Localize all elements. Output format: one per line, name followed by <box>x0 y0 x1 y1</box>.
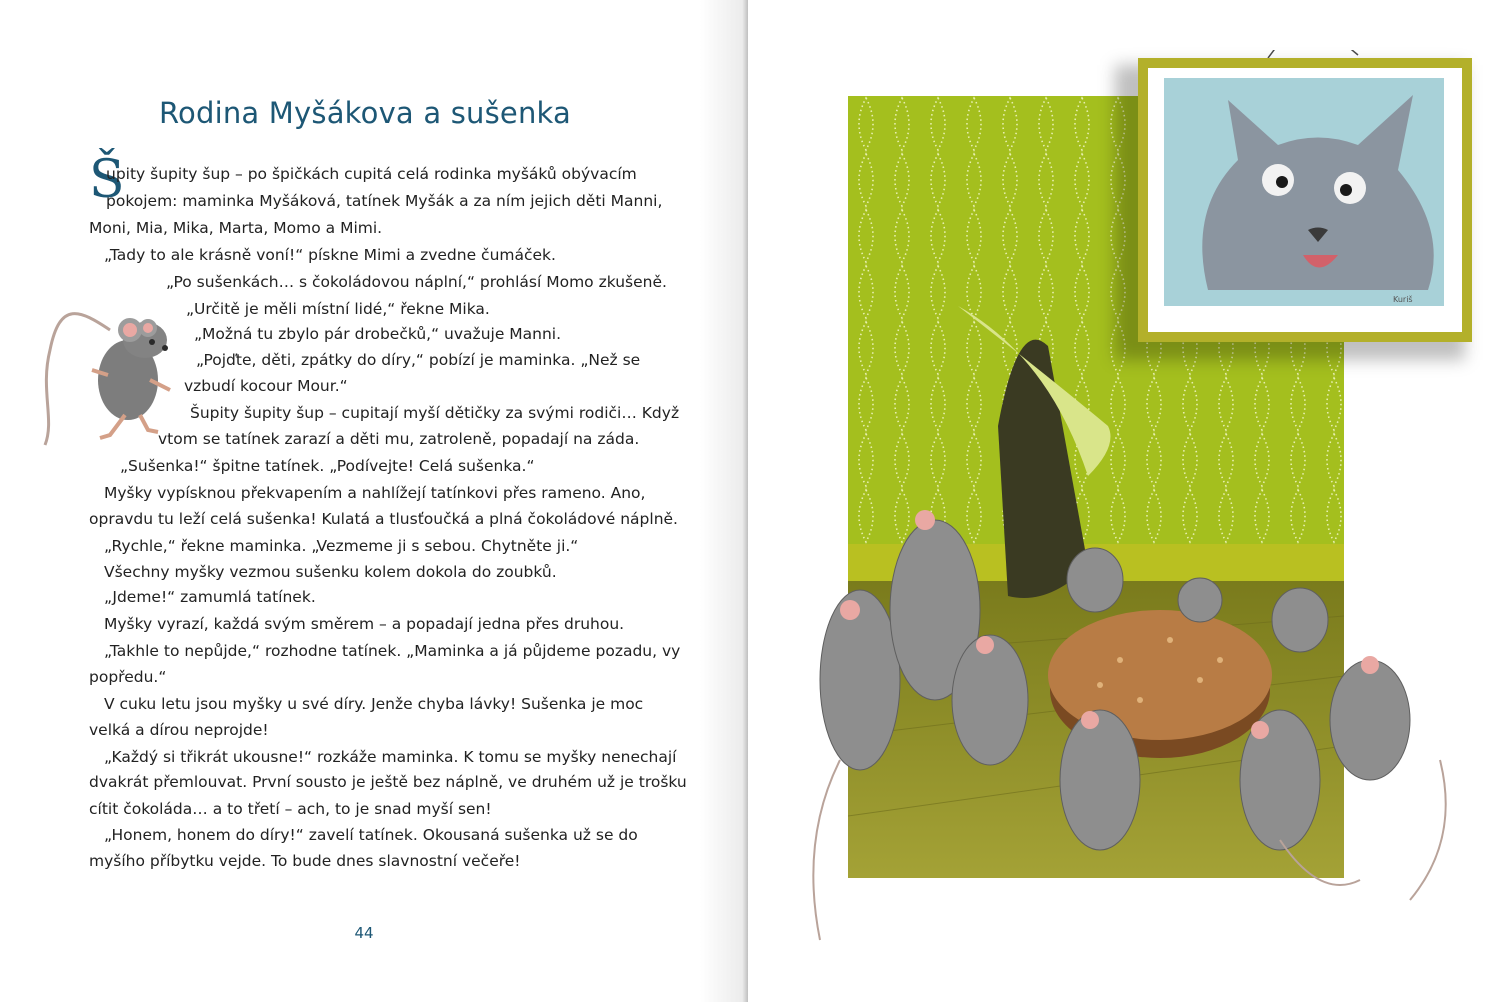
mouse-illustration <box>30 270 190 450</box>
text-line: Šupity šupity šup – cupitají myší dětičky za svými rodiči… Když <box>190 404 680 422</box>
text-line: popředu.“ <box>89 668 167 686</box>
text-line: vtom se tatínek zarazí a děti mu, zatroleně, popadají na záda. <box>158 430 640 448</box>
text-line: opravdu tu leží celá sušenka! Kulatá a tlusťoučká a plná čokoládové náplně. <box>89 510 678 528</box>
text-line: Moni, Mia, Mika, Marta, Momo a Mimi. <box>89 219 383 237</box>
page-number: 44 <box>354 924 374 942</box>
text-line: „Jdeme!“ zamumlá tatínek. <box>104 588 316 606</box>
text-line: myšího příbytku vejde. To bude dnes slavnostní večeře! <box>89 852 521 870</box>
text-line: Všechny myšky vezmou sušenku kolem dokola do zoubků. <box>104 563 557 581</box>
left-page <box>0 0 740 1002</box>
text-line: vzbudí kocour Mour.“ <box>184 377 348 395</box>
text-line: Myšky vypísknou překvapením a nahlížejí tatínkovi přes rameno. Ano, <box>104 484 646 502</box>
text-line: „Pojďte, děti, zpátky do díry,“ pobízí je maminka. „Než se <box>196 351 641 369</box>
text-line: „Takhle to nepůjde,“ rozhodne tatínek. „Maminka a já půjdeme pozadu, vy <box>104 642 681 660</box>
text-line: V cuku letu jsou myšky u své díry. Jenže chyba lávky! Sušenka je moc <box>104 695 644 713</box>
text-line: „Každý si třikrát ukousne!“ rozkáže maminka. K tomu se myšky nenechají <box>104 748 677 766</box>
text-line: „Možná tu zbylo pár drobečků,“ uvažuje Manni. <box>194 325 562 343</box>
artist-signature: Kuriš <box>1393 295 1413 304</box>
text-line: „Tady to ale krásně voní!“ pískne Mimi a zvedne čumáček. <box>104 246 556 264</box>
mice-group <box>760 480 1480 960</box>
text-line: „Sušenka!“ špitne tatínek. „Podívejte! Celá sušenka.“ <box>120 457 535 475</box>
text-line: „Určitě je měli místní lidé,“ řekne Mika. <box>186 300 490 318</box>
text-line: upity šupity šup – po špičkách cupitá celá rodinka myšáků obývacím <box>106 165 637 183</box>
text-line: „Rychle,“ řekne maminka. „Vezmeme ji s sebou. Chytněte ji.“ <box>104 537 579 555</box>
cat-portrait <box>1128 50 1480 350</box>
text-line: „Honem, honem do díry!“ zavelí tatínek. Okousaná sušenka už se do <box>104 826 638 844</box>
text-line: pokojem: maminka Myšáková, tatínek Myšák a za ním jejich děti Manni, <box>106 192 663 210</box>
text-line: velká a dírou neprojde! <box>89 721 269 739</box>
drop-cap: Š <box>89 150 125 210</box>
text-line: Myšky vyrazí, každá svým směrem – a popadají jedna přes druhou. <box>104 615 625 633</box>
text-line: cítit čokoláda… a to třetí – ach, to je snad myší sen! <box>89 800 492 818</box>
text-line: „Po sušenkách… s čokoládovou náplní,“ prohlásí Momo zkušeně. <box>166 273 667 291</box>
text-line: dvakrát přemlouvat. První sousto je ještě bez náplně, ve druhém už je trošku <box>89 773 687 791</box>
chapter-title: Rodina Myšákova a sušenka <box>158 96 571 130</box>
